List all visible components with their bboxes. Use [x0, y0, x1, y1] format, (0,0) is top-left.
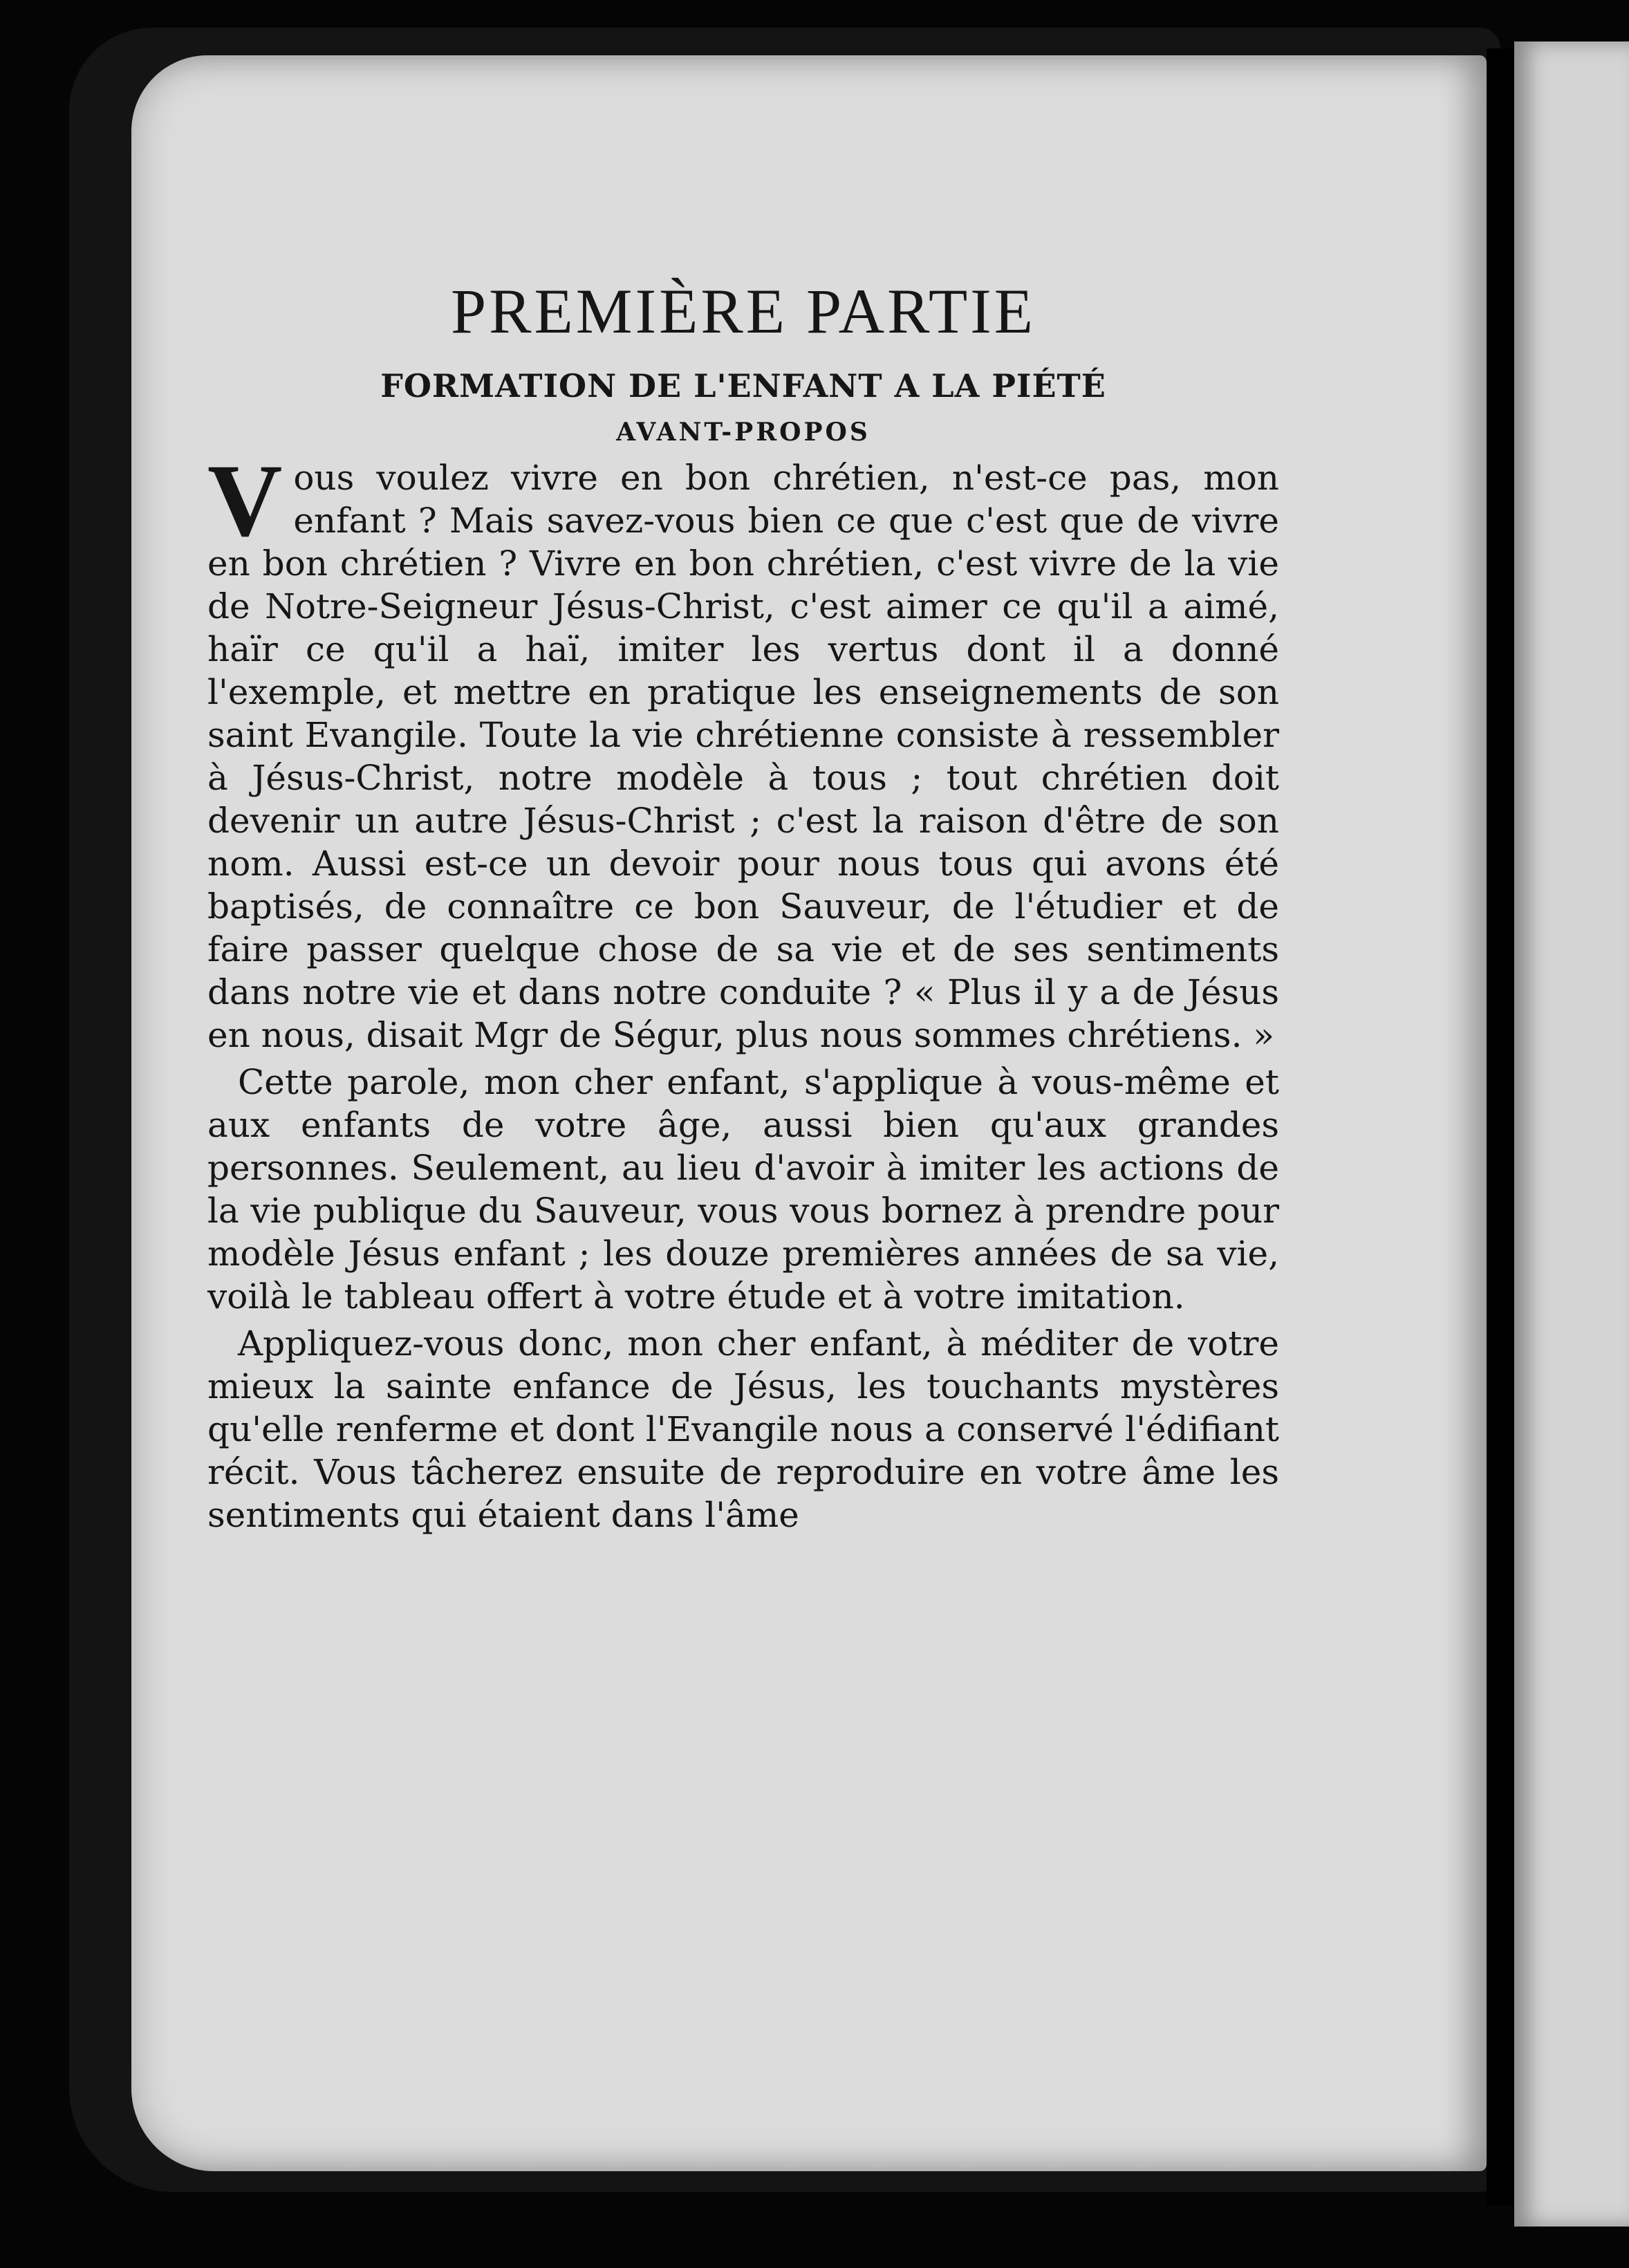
part-title: PREMIÈRE PARTIE: [451, 276, 1036, 346]
drop-cap: V: [207, 443, 283, 558]
paragraph-1: [207, 443, 1279, 1057]
paragraph-3: Appliquez-vous donc, mon cher enfant, à méditer de votre mieux la sainte enfance de Jésus, les touchants mystères qu'elle renferme et dont l'Evangile nous a conservé l'édifiant récit. Vous tâcherez ensuite de reproduire en votre âme les sentiments qui étaient dans l'âme: [207, 1323, 1279, 1535]
book-gutter: [1487, 48, 1514, 2206]
facing-page-edge: [1514, 41, 1629, 2227]
paragraph-1-text: ous voulez vivre en bon chrétien, n'est-ce pas, mon enfant ? Mais savez-vous bien ce que c'est que de vivre en bon chrétien ? Vivre en bon chrétien, c'est vivre de la vie de Notre-Seigneur Jésus-Christ, c'est aimer ce qu'il a aimé, haïr ce qu'il a haï, imiter les vertus dont il a donné l'exemple, et mettre en pratique les enseignements de son saint Evangile. Toute la vie chrétienne consiste à ressembler à Jésus-Christ, notre modèle à tous ; tout chrétien doit devenir un autre Jésus-Christ ; c'est la raison d'être de son nom. Aussi est-ce un devoir pour nous tous qui avons été baptisés, de connaître ce bon Sauveur, de l'étudier et de faire passer quelque chose de sa vie et de ses sentiments dans notre vie et dans notre conduite ? « Plus il y a de Jésus en nous, disait Mgr de Ségur, plus nous sommes chrétiens. »: [207, 457, 1279, 1055]
section-heading: AVANT-PROPOS: [616, 418, 871, 447]
paragraph-2: Cette parole, mon cher enfant, s'applique à vous-même et aux enfants de votre âge, aussi bien qu'aux grandes personnes. Seulement, au lieu d'avoir à imiter les actions de la vie publique du Sauveur, vous vous bornez à prendre pour modèle Jésus enfant ; les douze premières années de sa vie, voilà le tableau offert à votre étude et à votre imitation.: [207, 1061, 1279, 1317]
page-text-block: [207, 277, 1279, 1536]
part-subtitle: FORMATION DE L'ENFANT A LA PIÉTÉ: [380, 367, 1106, 405]
